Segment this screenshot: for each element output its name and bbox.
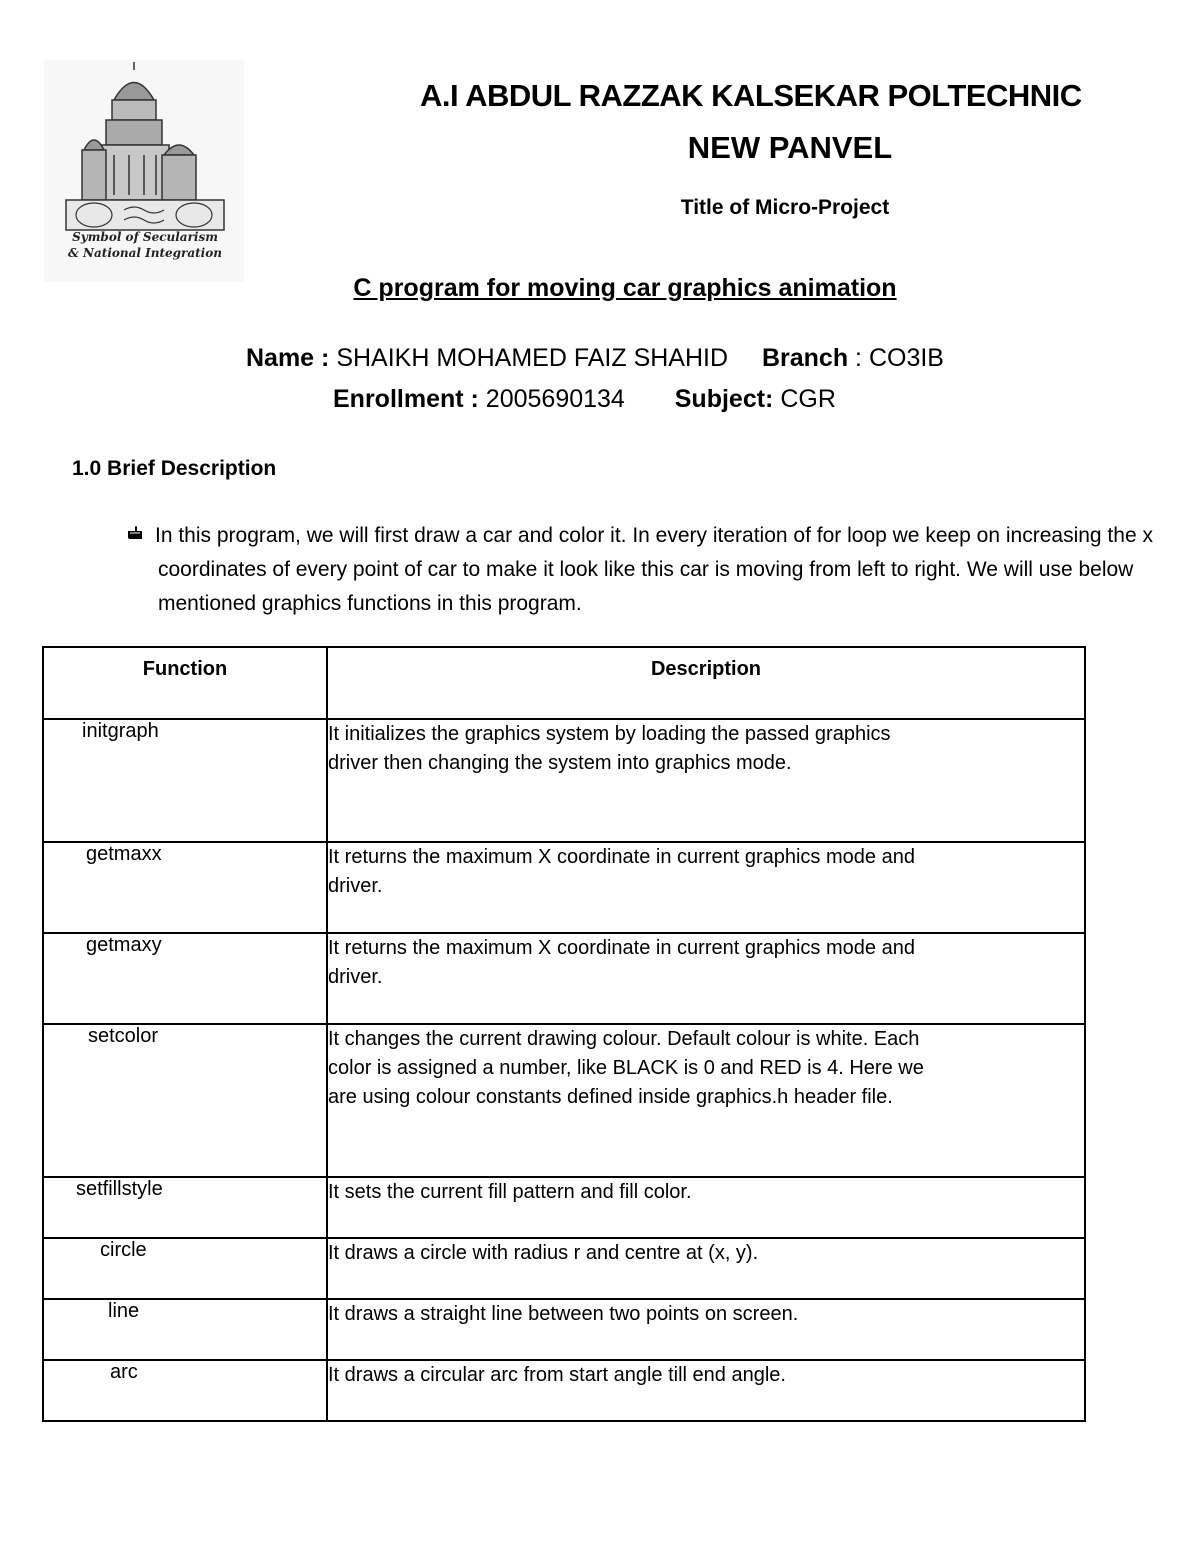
section-heading: 1.0 Brief Description (72, 457, 277, 480)
function-name: line (43, 1299, 327, 1360)
function-description: It draws a circle with radius r and centre at (x, y). (328, 1242, 759, 1264)
name-value: SHAIKH MOHAMED FAIZ SHAHID (336, 344, 729, 372)
function-name: getmaxx (43, 842, 327, 933)
branch-value: : CO3IB (855, 344, 944, 372)
description-paragraph: In this program, we will first draw a car and color it. In every iteration of for loop we keep on increasing the x coordinates of every point of car to make it look like this car is moving from left to right. We will use below mentioned graphics functions in this program. (155, 524, 1153, 615)
table-row (43, 933, 1085, 1024)
function-description-cell (327, 1299, 1085, 1360)
enrollment-subject-line (333, 385, 836, 414)
enrollment-label: Enrollment : (333, 385, 479, 413)
function-description-cell (327, 719, 1085, 842)
table-row (43, 1177, 1085, 1238)
function-name: setcolor (43, 1024, 327, 1177)
function-description: It changes the current drawing colour. Default colour is white. Each color is assigned a number, like BLACK is 0 and RED is 4. Here we are using colour constants defined inside graphics.h header file. (328, 1028, 924, 1108)
subject-label: Subject: (674, 385, 774, 413)
function-description-cell (327, 1238, 1085, 1299)
function-description-cell (327, 933, 1085, 1024)
logo-caption-line2: & National Integration (68, 246, 222, 260)
table-row (43, 1024, 1085, 1177)
function-description: It returns the maximum X coordinate in current graphics mode and driver. (328, 846, 915, 897)
name-label: Name : (246, 344, 330, 372)
institution-city: NEW PANVEL (687, 130, 893, 165)
pointing-hand-icon (126, 523, 144, 546)
function-description: It sets the current fill pattern and fill color. (328, 1181, 692, 1203)
title-label: Title of Micro-Project (680, 196, 890, 219)
functions-table (42, 646, 1086, 1422)
subject-value: CGR (780, 385, 836, 413)
function-description: It draws a straight line between two points on screen. (328, 1303, 799, 1325)
function-description: It returns the maximum X coordinate in current graphics mode and driver. (328, 937, 915, 988)
table-row (43, 1360, 1085, 1421)
logo-caption-line1: Symbol of Secularism (72, 230, 218, 244)
table-header-row (43, 647, 1085, 719)
function-name: arc (43, 1360, 327, 1421)
branch-label: Branch (761, 344, 849, 372)
enrollment-value: 2005690134 (485, 385, 625, 413)
table-row (43, 1238, 1085, 1299)
project-title: C program for moving car graphics animation (353, 274, 897, 302)
function-name: getmaxy (43, 933, 327, 1024)
function-name: initgraph (43, 719, 327, 842)
function-description-cell (327, 842, 1085, 933)
table-row (43, 719, 1085, 842)
institution-name: A.I ABDUL RAZZAK KALSEKAR POLTECHNIC (420, 78, 1082, 113)
header-description: Description (327, 647, 1085, 719)
table-row (43, 1299, 1085, 1360)
header-function: Function (43, 647, 327, 719)
institution-logo (44, 60, 244, 282)
function-description-cell (327, 1177, 1085, 1238)
name-branch-line (246, 344, 944, 373)
function-name: setfillstyle (43, 1177, 327, 1238)
function-description-cell (327, 1360, 1085, 1421)
function-description: It draws a circular arc from start angle till end angle. (328, 1364, 786, 1386)
function-description-cell (327, 1024, 1085, 1177)
table-row (43, 842, 1085, 933)
function-name: circle (43, 1238, 327, 1299)
function-description: It initializes the graphics system by loading the passed graphics driver then changing the system into graphics mode. (328, 723, 891, 774)
